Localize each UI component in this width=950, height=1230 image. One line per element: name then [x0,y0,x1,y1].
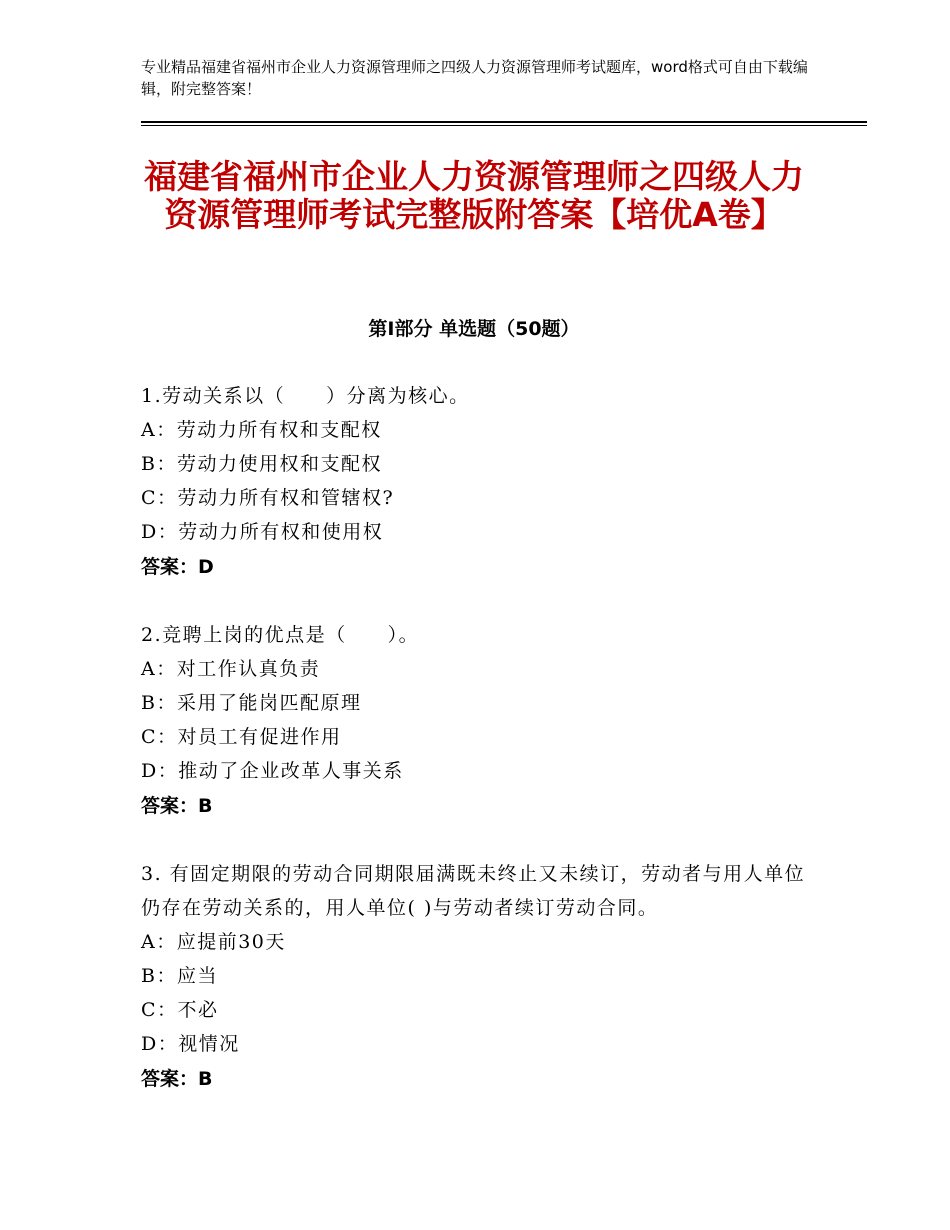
question-3-text: 3. 有固定期限的劳动合同期限届满既未终止又未续订，劳动者与用人单位仍存在劳动关系的，用人单位( )与劳动者续订劳动合同。 [141,863,806,919]
header-divider-thick [141,121,867,123]
question-1-option-b: B：劳动力使用权和支配权 [141,453,382,475]
question-1-text: 1.劳动关系以（ ）分离为核心。 [141,385,470,407]
question-3-answer: 答案：B [141,1068,213,1090]
question-3-option-b: B：应当 [141,965,218,987]
question-2-text: 2.竞聘上岗的优点是（ ）。 [141,624,420,646]
question-3-option-d: D：视情况 [141,1033,240,1055]
question-2-answer: 答案：B [141,795,213,817]
question-1-option-c: C：劳动力所有权和管辖权? [141,487,395,509]
question-2-option-d: D：推动了企业改革人事关系 [141,760,404,782]
question-1-option-a: A：劳动力所有权和支配权 [141,419,382,441]
question-2-option-c: C：对员工有促进作用 [141,726,342,748]
question-1-answer: 答案：D [141,556,214,578]
question-2-option-a: A：对工作认真负责 [141,658,321,680]
question-2-option-b: B：采用了能岗匹配原理 [141,692,362,714]
question-3-option-a: A：应提前30天 [141,931,286,953]
header-note: 专业精品福建省福州市企业人力资源管理师之四级人力资源管理师考试题库，word格式可自由下载编辑，附完整答案！ [141,58,808,98]
section-heading: 第Ⅰ部分 单选题（50题） [368,318,580,340]
document-title: 福建省福州市企业人力资源管理师之四级人力资源管理师考试完整版附答案【培优A卷】 [144,157,804,234]
header-divider-thin [141,125,867,126]
question-3-option-c: C：不必 [141,999,219,1021]
question-1-option-d: D：劳动力所有权和使用权 [141,521,384,543]
